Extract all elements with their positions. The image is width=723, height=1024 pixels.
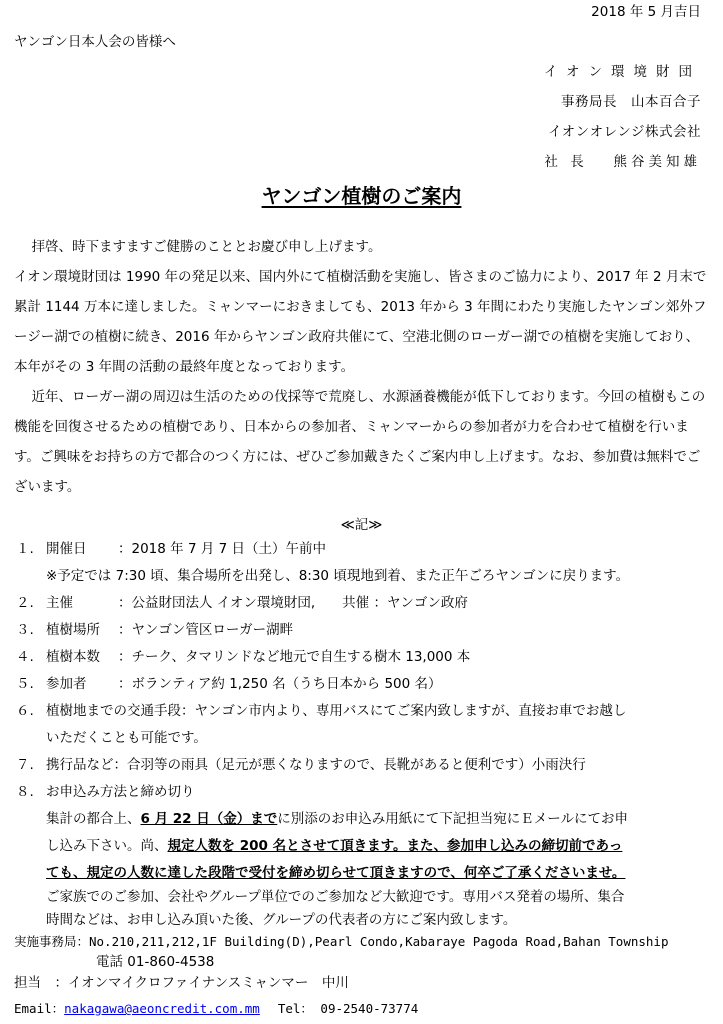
item-number: ６. bbox=[16, 703, 34, 719]
sender-secretary-general: 事務局長 山本百合子 bbox=[561, 94, 701, 110]
item-number: ３. bbox=[16, 622, 34, 638]
item-transport-line2: いただくことも可能です。 bbox=[46, 730, 207, 746]
item-transport-line1: 植樹地までの交通手段：ヤンゴン市内より、専用バスにてご案内致しますが、直接お車でお越し bbox=[46, 703, 627, 719]
item-belongings: 携行品など：合羽等の雨具（足元が悪くなりますので、長靴があると便利です）小雨決行 bbox=[46, 757, 586, 773]
item-label-organizer: 主催 bbox=[46, 595, 73, 611]
item-value-tree-count: ：チーク、タマリンドなど地元で自生する樹木 13,000 本 bbox=[118, 649, 471, 665]
capacity-notice: 規定人数を 200 名とさせて頂きます。また、参加申し込みの締切前であっ bbox=[167, 838, 623, 854]
email-link[interactable]: nakagawa@aeoncredit.com.mm bbox=[64, 1001, 260, 1016]
greeting-paragraph: 拝啓、時下ますますご健勝のこととお慶び申し上げます。 イオン環境財団は 1990 年の発足以来、国内外にて植樹活動を実施し、皆さまのご協力により、2017 年 2 月末で累計 1144 万本に達しました。ミャンマーにおきましても、2013 年から 3 年間にわたり実施したヤンゴン郊外フージー湖での植樹に続き、2016 年からヤンゴン政府共催にて、空港北側のローガー湖での植樹を実施しており、本年がその 3 年間の活動の最終年度となっております。 近年、ローガー湖の周辺は生活のための伐採等で荒廃し、水源涵養機能が低下しております。今回の植樹もこの機能を回復させるための植樹であり、日本からの参加者、ミャンマーからの参加者が力を合わせて植樹を行います。ご興味をお持ちの方で都合のつく方には、ぜひご参加戴きたくご案内申し上げます。なお、参加費は無料でございます。 bbox=[14, 239, 707, 495]
item-number: ５. bbox=[16, 676, 34, 692]
contact-person: 担当 ：イオンマイクロファイナンスミャンマー 中川 bbox=[14, 975, 349, 991]
item-note-schedule: ※予定では 7:30 頃、集合場所を出発し、8:30 頃現地到着、また正午ごろヤンゴンに戻ります。 bbox=[46, 568, 630, 584]
document-title: ヤンゴン植樹のご案内 bbox=[261, 184, 462, 208]
item-value-location: ：ヤンゴン管区ローガー湖畔 bbox=[118, 622, 294, 638]
item-label-tree-count: 植樹本数 bbox=[46, 649, 100, 665]
sender-org-company: イオンオレンジ株式会社 bbox=[548, 124, 701, 140]
office-phone: 電話 01-860-4538 bbox=[96, 954, 215, 970]
sender-org-foundation: イオン環境財団 bbox=[543, 64, 701, 80]
deadline-highlight: 6 月 22 日（金）まで bbox=[140, 811, 278, 827]
item-number: ４. bbox=[16, 649, 34, 665]
item-number: ２. bbox=[16, 595, 34, 611]
addressee: ヤンゴン日本人会の皆様へ bbox=[14, 34, 176, 50]
item-label-participants: 参加者 bbox=[46, 676, 87, 692]
application-line2: し込み下さい。尚、規定人数を 200 名とさせて頂きます。また、参加申し込みの締切前であっ bbox=[46, 838, 623, 854]
email-label: Email： bbox=[14, 1001, 65, 1016]
item-number: １. bbox=[16, 541, 34, 557]
item-value-date: ：2018 年 7 月 7 日（土）午前中 bbox=[118, 541, 326, 557]
application-line5: 時間などは、お申し込み頂いた後、グループの代表者の方にご案内致します。 bbox=[46, 912, 517, 928]
item-value-organizer: ：公益財団法人 イオン環境財団, 共催 ：ヤンゴン政府 bbox=[118, 595, 468, 611]
item-number: ８. bbox=[16, 784, 34, 800]
office-address: 実施事務局：No.210,211,212,1F Building(D),Pearl Condo,Kabaraye Pagoda Road,Bahan Township bbox=[14, 934, 669, 949]
letter-date: 2018 年 5 月吉日 bbox=[591, 4, 701, 20]
sender-president: 社 長 熊谷美知雄 bbox=[544, 154, 701, 170]
item-label-location: 植樹場所 bbox=[46, 622, 100, 638]
item-label-application: お申込み方法と締め切り bbox=[46, 784, 195, 800]
application-line4: ご家族でのご参加、会社やグループ単位でのご参加など大歓迎です。専用バス発着の場所、集合 bbox=[46, 889, 625, 905]
email-line bbox=[14, 1000, 418, 1018]
contact-tel: Tel： 09-2540-73774 bbox=[277, 1001, 419, 1016]
application-line1: 集計の都合上、6 月 22 日（金）までに別添のお申込み用紙にて下記担当宛にＥメールにてお申 bbox=[46, 811, 629, 827]
item-number: ７. bbox=[16, 757, 34, 773]
item-value-participants: ：ボランティア約 1,250 名（うち日本から 500 名） bbox=[118, 676, 442, 692]
capacity-notice-cont: ても、規定の人数に達した段階で受付を締め切らせて頂きますので、何卒ご了承くださいませ。 bbox=[46, 865, 626, 881]
ki-heading: ≪記≫ bbox=[340, 517, 383, 533]
item-label-date: 開催日 bbox=[46, 541, 87, 557]
